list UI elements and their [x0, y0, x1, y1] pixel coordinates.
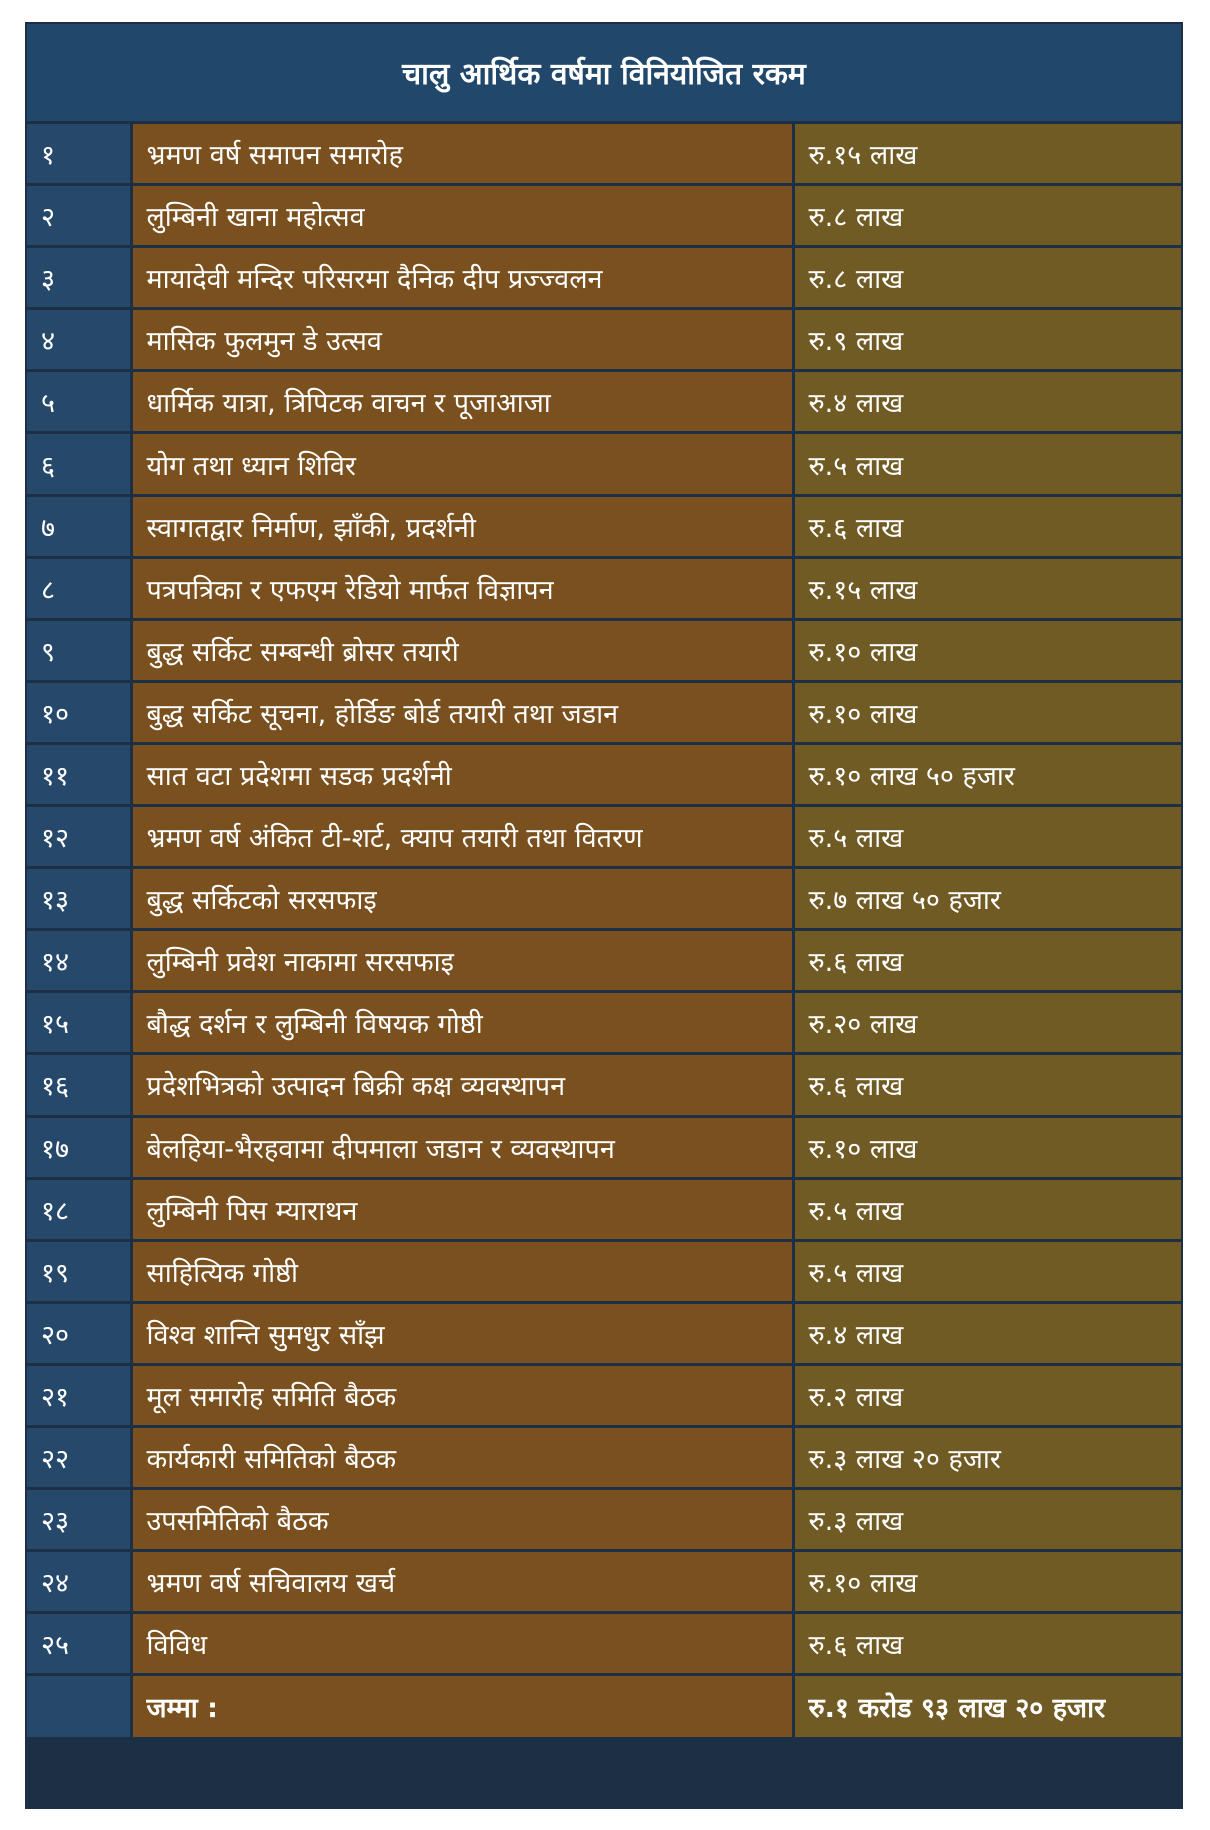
row-number: १८	[27, 1178, 131, 1240]
row-amount: रु.१५ लाख	[793, 123, 1181, 185]
table-row	[27, 433, 1181, 495]
total-amount: रु.१ करोड ९३ लाख २० हजार	[793, 1675, 1181, 1737]
table-row	[27, 185, 1181, 247]
row-item: स्वागतद्वार निर्माण, झाँकी, प्रदर्शनी	[131, 495, 793, 557]
row-number: १३	[27, 868, 131, 930]
row-item: मासिक फुलमुन डे उत्सव	[131, 309, 793, 371]
row-amount: रु.५ लाख	[793, 433, 1181, 495]
row-item: विविध	[131, 1613, 793, 1675]
table-row	[27, 247, 1181, 309]
row-number: २०	[27, 1302, 131, 1364]
row-item: बुद्ध सर्किट सूचना, होर्डिङ बोर्ड तयारी तथा जडान	[131, 681, 793, 743]
row-item: पत्रपत्रिका र एफएम रेडियो मार्फत विज्ञापन	[131, 557, 793, 619]
row-number: ५	[27, 371, 131, 433]
table-row	[27, 1426, 1181, 1488]
total-label: जम्मा :	[131, 1675, 793, 1737]
row-item: उपसमितिको बैठक	[131, 1489, 793, 1551]
row-item: सात वटा प्रदेशमा सडक प्रदर्शनी	[131, 743, 793, 805]
row-number: ३	[27, 247, 131, 309]
table-row	[27, 681, 1181, 743]
row-item: प्रदेशभित्रको उत्पादन बिक्री कक्ष व्यवस्थापन	[131, 1054, 793, 1116]
row-number: ४	[27, 309, 131, 371]
table-row	[27, 1178, 1181, 1240]
row-item: कार्यकारी समितिको बैठक	[131, 1426, 793, 1488]
row-amount: रु.५ लाख	[793, 806, 1181, 868]
row-number: १९	[27, 1240, 131, 1302]
row-number: ७	[27, 495, 131, 557]
table-row	[27, 930, 1181, 992]
row-number: १	[27, 123, 131, 185]
total-row	[27, 1675, 1181, 1737]
row-amount: रु.६ लाख	[793, 1613, 1181, 1675]
row-item: लुम्बिनी प्रवेश नाकामा सरसफाइ	[131, 930, 793, 992]
table-row	[27, 371, 1181, 433]
table-row	[27, 1240, 1181, 1302]
table-row	[27, 1364, 1181, 1426]
row-amount: रु.५ लाख	[793, 1240, 1181, 1302]
table-row	[27, 806, 1181, 868]
row-item: लुम्बिनी खाना महोत्सव	[131, 185, 793, 247]
row-item: मूल समारोह समिति बैठक	[131, 1364, 793, 1426]
table-row	[27, 992, 1181, 1054]
table-title: चालु आर्थिक वर्षमा विनियोजित रकम	[27, 24, 1181, 121]
table-row	[27, 309, 1181, 371]
budget-table-frame	[25, 22, 1183, 1809]
row-amount: रु.९ लाख	[793, 309, 1181, 371]
row-item: भ्रमण वर्ष सचिवालय खर्च	[131, 1551, 793, 1613]
table-row	[27, 1054, 1181, 1116]
row-amount: रु.१० लाख	[793, 1116, 1181, 1178]
row-amount: रु.४ लाख	[793, 1302, 1181, 1364]
row-item: बुद्ध सर्किट सम्बन्धी ब्रोसर तयारी	[131, 619, 793, 681]
row-item: भ्रमण वर्ष समापन समारोह	[131, 123, 793, 185]
budget-table	[27, 121, 1181, 1737]
row-amount: रु.६ लाख	[793, 495, 1181, 557]
row-amount: रु.१० लाख	[793, 681, 1181, 743]
row-amount: रु.६ लाख	[793, 1054, 1181, 1116]
row-number: १०	[27, 681, 131, 743]
row-item: मायादेवी मन्दिर परिसरमा दैनिक दीप प्रज्ज्वलन	[131, 247, 793, 309]
row-amount: रु.२० लाख	[793, 992, 1181, 1054]
row-number: २४	[27, 1551, 131, 1613]
row-number: १५	[27, 992, 131, 1054]
row-amount: रु.१० लाख ५० हजार	[793, 743, 1181, 805]
table-row	[27, 1551, 1181, 1613]
row-number: ९	[27, 619, 131, 681]
table-row	[27, 1489, 1181, 1551]
table-row	[27, 1302, 1181, 1364]
row-number: २१	[27, 1364, 131, 1426]
total-number-cell	[27, 1675, 131, 1737]
row-amount: रु.७ लाख ५० हजार	[793, 868, 1181, 930]
row-amount: रु.६ लाख	[793, 930, 1181, 992]
table-body	[27, 123, 1181, 1737]
row-number: २२	[27, 1426, 131, 1488]
row-number: १६	[27, 1054, 131, 1116]
table-row	[27, 1116, 1181, 1178]
table-row	[27, 619, 1181, 681]
row-amount: रु.१० लाख	[793, 1551, 1181, 1613]
row-item: बेलहिया-भैरहवामा दीपमाला जडान र व्यवस्थापन	[131, 1116, 793, 1178]
row-item: साहित्यिक गोष्ठी	[131, 1240, 793, 1302]
table-row	[27, 743, 1181, 805]
row-number: १७	[27, 1116, 131, 1178]
row-item: योग तथा ध्यान शिविर	[131, 433, 793, 495]
table-row	[27, 495, 1181, 557]
row-item: बुद्ध सर्किटको सरसफाइ	[131, 868, 793, 930]
row-number: ६	[27, 433, 131, 495]
table-row	[27, 1613, 1181, 1675]
row-number: २	[27, 185, 131, 247]
row-amount: रु.२ लाख	[793, 1364, 1181, 1426]
row-number: २३	[27, 1489, 131, 1551]
row-item: लुम्बिनी पिस म्याराथन	[131, 1178, 793, 1240]
row-number: १२	[27, 806, 131, 868]
row-item: धार्मिक यात्रा, त्रिपिटक वाचन र पूजाआजा	[131, 371, 793, 433]
row-item: विश्व शान्ति सुमधुर साँझ	[131, 1302, 793, 1364]
row-amount: रु.८ लाख	[793, 185, 1181, 247]
row-amount: रु.४ लाख	[793, 371, 1181, 433]
row-number: ८	[27, 557, 131, 619]
row-item: भ्रमण वर्ष अंकित टी-शर्ट, क्याप तयारी तथा वितरण	[131, 806, 793, 868]
row-amount: रु.१५ लाख	[793, 557, 1181, 619]
row-number: १४	[27, 930, 131, 992]
row-amount: रु.८ लाख	[793, 247, 1181, 309]
table-row	[27, 868, 1181, 930]
row-item: बौद्ध दर्शन र लुम्बिनी विषयक गोष्ठी	[131, 992, 793, 1054]
row-number: २५	[27, 1613, 131, 1675]
row-amount: रु.५ लाख	[793, 1178, 1181, 1240]
row-amount: रु.३ लाख २० हजार	[793, 1426, 1181, 1488]
row-amount: रु.३ लाख	[793, 1489, 1181, 1551]
row-number: ११	[27, 743, 131, 805]
row-amount: रु.१० लाख	[793, 619, 1181, 681]
table-row	[27, 557, 1181, 619]
table-row	[27, 123, 1181, 185]
